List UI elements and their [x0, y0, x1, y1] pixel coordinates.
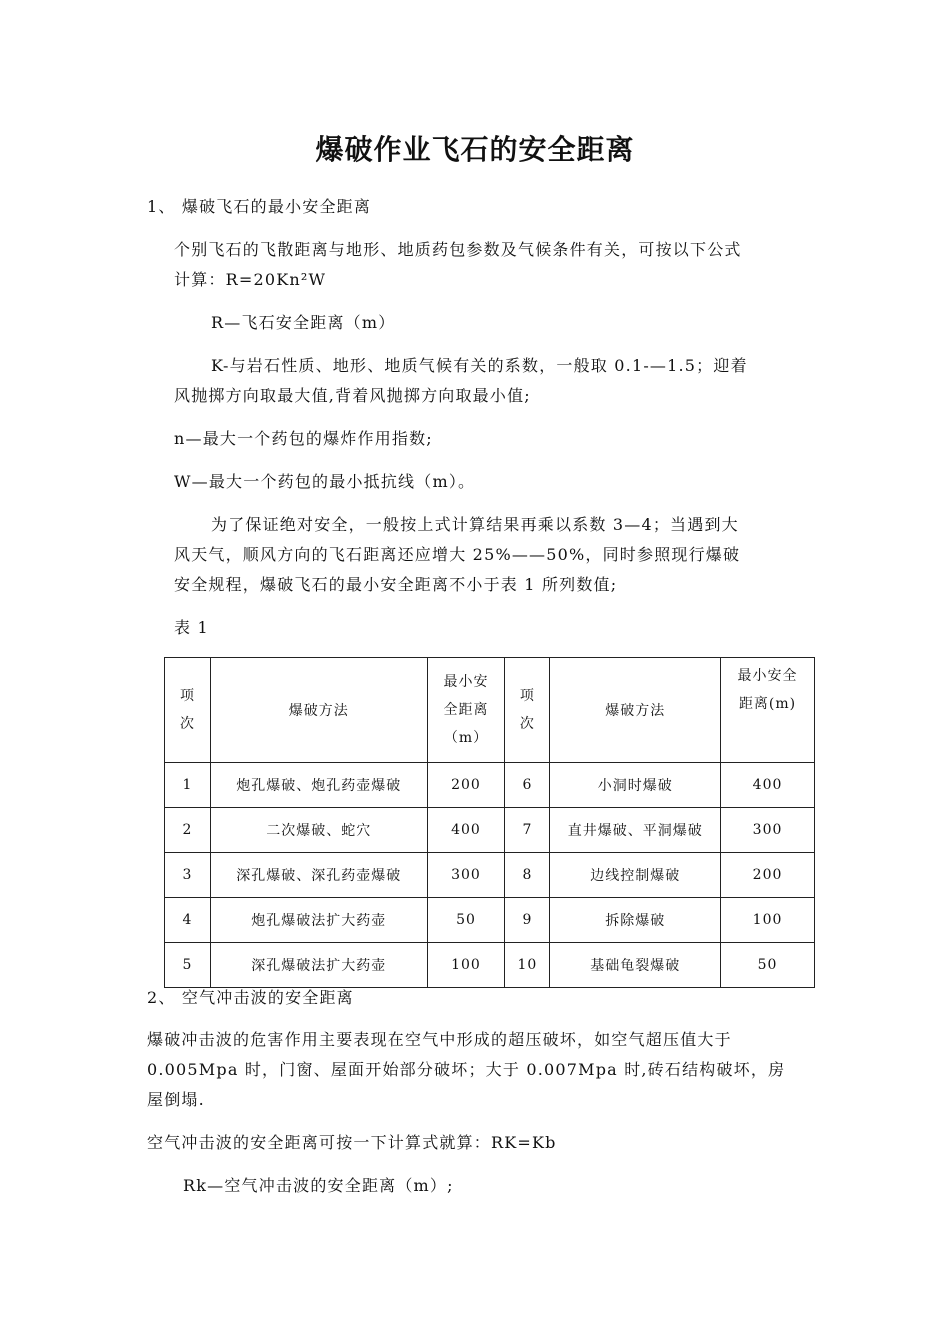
cell-item: 8 [505, 853, 550, 898]
definition-n: n—最大一个药包的爆炸作用指数; [174, 429, 433, 448]
table-row [165, 853, 815, 898]
definition-k-line-2: 风抛掷方向取最大值,背着风抛掷方向取最小值; [174, 386, 531, 405]
cell-distance: 100 [427, 943, 505, 988]
cell-item: 7 [505, 808, 550, 853]
safety-distance-table [164, 657, 815, 988]
para-2-line-2: 风天气，顺风方向的飞石距离还应增大 25%——50%，同时参照现行爆破 [174, 545, 741, 564]
cell-method: 炮孔爆破法扩大药壶 [210, 898, 427, 943]
cell-item: 4 [165, 898, 211, 943]
document-title: 爆破作业飞石的安全距离 [315, 133, 635, 166]
cell-method: 拆除爆破 [550, 898, 721, 943]
header-item-left: 项 次 [165, 658, 211, 763]
table-row [165, 763, 815, 808]
table-row [165, 943, 815, 988]
header-method-left: 爆破方法 [210, 658, 427, 763]
cell-distance: 200 [721, 853, 815, 898]
cell-distance: 100 [721, 898, 815, 943]
table-caption: 表 1 [174, 618, 209, 637]
header-distance-right: 最小安全 距离(m) [721, 658, 815, 763]
cell-distance: 200 [427, 763, 505, 808]
table-row [165, 808, 815, 853]
table-header-row [165, 658, 815, 763]
table-row [165, 898, 815, 943]
cell-item: 9 [505, 898, 550, 943]
cell-method: 深孔爆破法扩大药壶 [210, 943, 427, 988]
cell-distance: 400 [721, 763, 815, 808]
definition-r: R—飞石安全距离（m） [211, 313, 396, 332]
section-2-para-line-2: 0.005Mpa 时，门窗、屋面开始部分破坏；大于 0.007Mpa 时,砖石结构破坏，房 [147, 1060, 786, 1079]
formula-line: 空气冲击波的安全距离可按一下计算式就算：RK=Kb [147, 1133, 557, 1152]
cell-method: 边线控制爆破 [550, 853, 721, 898]
definition-k-line-1: K-与岩石性质、地形、地质气候有关的系数，一般取 0.1-—1.5；迎着 [211, 356, 748, 375]
cell-item: 1 [165, 763, 211, 808]
cell-item: 10 [505, 943, 550, 988]
para-2-line-3: 安全规程，爆破飞石的最小安全距离不小于表 1 所列数值; [174, 575, 618, 594]
para-1-line-1: 个别飞石的飞散距离与地形、地质药包参数及气候条件有关，可按以下公式 [174, 240, 742, 259]
header-method-right: 爆破方法 [550, 658, 721, 763]
section-2-heading: 2、 空气冲击波的安全距离 [147, 988, 354, 1007]
section-2-para-line-1: 爆破冲击波的危害作用主要表现在空气中形成的超压破坏，如空气超压值大于 [147, 1030, 732, 1049]
cell-distance: 50 [427, 898, 505, 943]
section-1-heading: 1、 爆破飞石的最小安全距离 [147, 197, 372, 216]
section-2-para-line-3: 屋倒塌. [147, 1090, 205, 1109]
header-distance-left: 最小安 全距离 （m） [427, 658, 505, 763]
para-2-line-1: 为了保证绝对安全，一般按上式计算结果再乘以系数 3—4；当遇到大 [211, 515, 739, 534]
definition-w: W—最大一个药包的最小抵抗线（m）。 [174, 472, 476, 491]
cell-method: 基础龟裂爆破 [550, 943, 721, 988]
cell-distance: 300 [427, 853, 505, 898]
cell-item: 6 [505, 763, 550, 808]
cell-item: 2 [165, 808, 211, 853]
cell-method: 炮孔爆破、炮孔药壶爆破 [210, 763, 427, 808]
para-1-line-2: 计算：R=20Kn²W [174, 270, 327, 289]
definition-rk: Rk—空气冲击波的安全距离（m）; [183, 1176, 454, 1195]
cell-method: 直井爆破、平洞爆破 [550, 808, 721, 853]
cell-distance: 300 [721, 808, 815, 853]
cell-item: 5 [165, 943, 211, 988]
cell-distance: 400 [427, 808, 505, 853]
header-item-right: 项 次 [505, 658, 550, 763]
cell-distance: 50 [721, 943, 815, 988]
cell-method: 深孔爆破、深孔药壶爆破 [210, 853, 427, 898]
cell-method: 小洞时爆破 [550, 763, 721, 808]
cell-item: 3 [165, 853, 211, 898]
cell-method: 二次爆破、蛇穴 [210, 808, 427, 853]
